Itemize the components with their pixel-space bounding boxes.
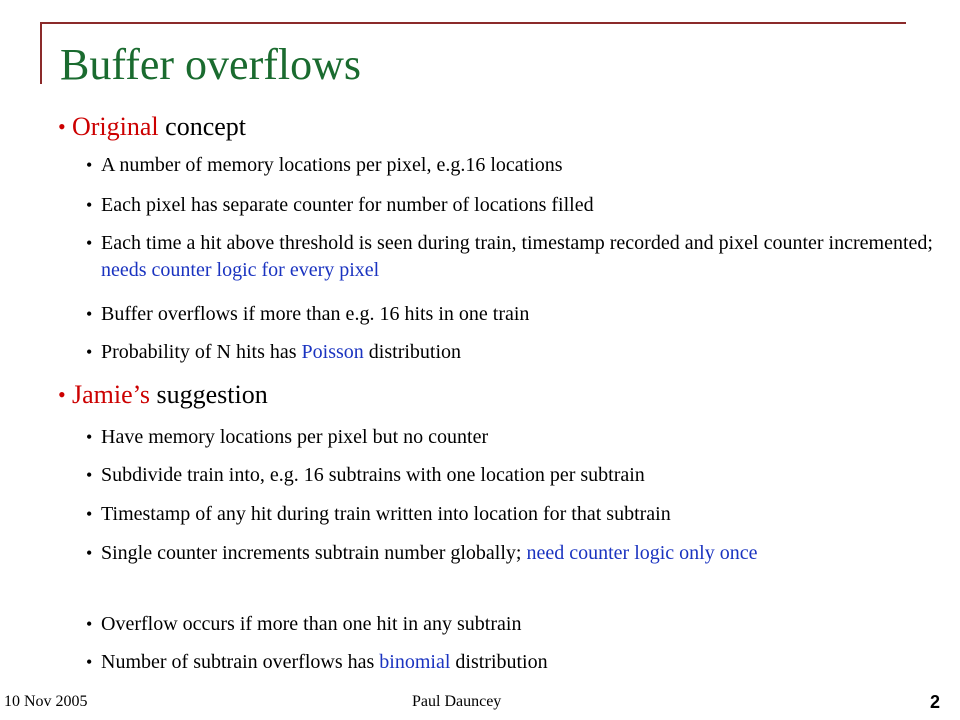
highlight-text: need counter logic only once — [526, 542, 758, 564]
page-number: 2 — [930, 692, 941, 712]
list-item: • Number of subtrain overflows has binomial distribution — [86, 651, 548, 673]
list-item: • Single counter increments subtrain number globally; need counter logic only once — [86, 542, 758, 564]
bullet-dot: • — [58, 382, 66, 407]
highlight-text: Poisson — [301, 341, 364, 363]
section-accent: Original — [72, 112, 159, 141]
section-jamies-suggestion — [58, 380, 938, 410]
bullet-dot: • — [58, 114, 66, 139]
list-item: • Subdivide train into, e.g. 16 subtrains with one location per subtrain — [86, 464, 645, 486]
list-item: • Have memory locations per pixel but no counter — [86, 426, 489, 448]
section-original-concept — [58, 112, 938, 142]
list-item: • Timestamp of any hit during train written into location for that subtrain — [86, 503, 671, 525]
frame-top-line — [40, 22, 906, 24]
section-heading-rest: concept — [158, 112, 246, 141]
list-item: • Each pixel has separate counter for number of locations filled — [86, 194, 594, 216]
footer-date: 10 Nov 2005 — [4, 693, 88, 710]
highlight-text: needs counter logic for every pixel — [101, 259, 380, 281]
slide-title: Buffer overflows — [60, 40, 361, 89]
list-item: • Buffer overflows if more than e.g. 16 hits in one train — [86, 303, 530, 325]
list-item: • Overflow occurs if more than one hit in any subtrain — [86, 613, 522, 635]
list-item: • Each time a hit above threshold is seen during train, timestamp recorded and pixel counter incremented; needs counter logic for every pixel — [86, 232, 933, 281]
section-accent: Jamie’s — [72, 380, 150, 409]
list-item: • A number of memory locations per pixel, e.g.16 locations — [86, 154, 563, 176]
frame-left-line — [40, 22, 42, 84]
section-heading-rest: suggestion — [150, 380, 268, 409]
footer-author: Paul Dauncey — [412, 693, 502, 710]
highlight-text: binomial — [379, 651, 451, 673]
list-item: • Probability of N hits has Poisson distribution — [86, 341, 462, 363]
